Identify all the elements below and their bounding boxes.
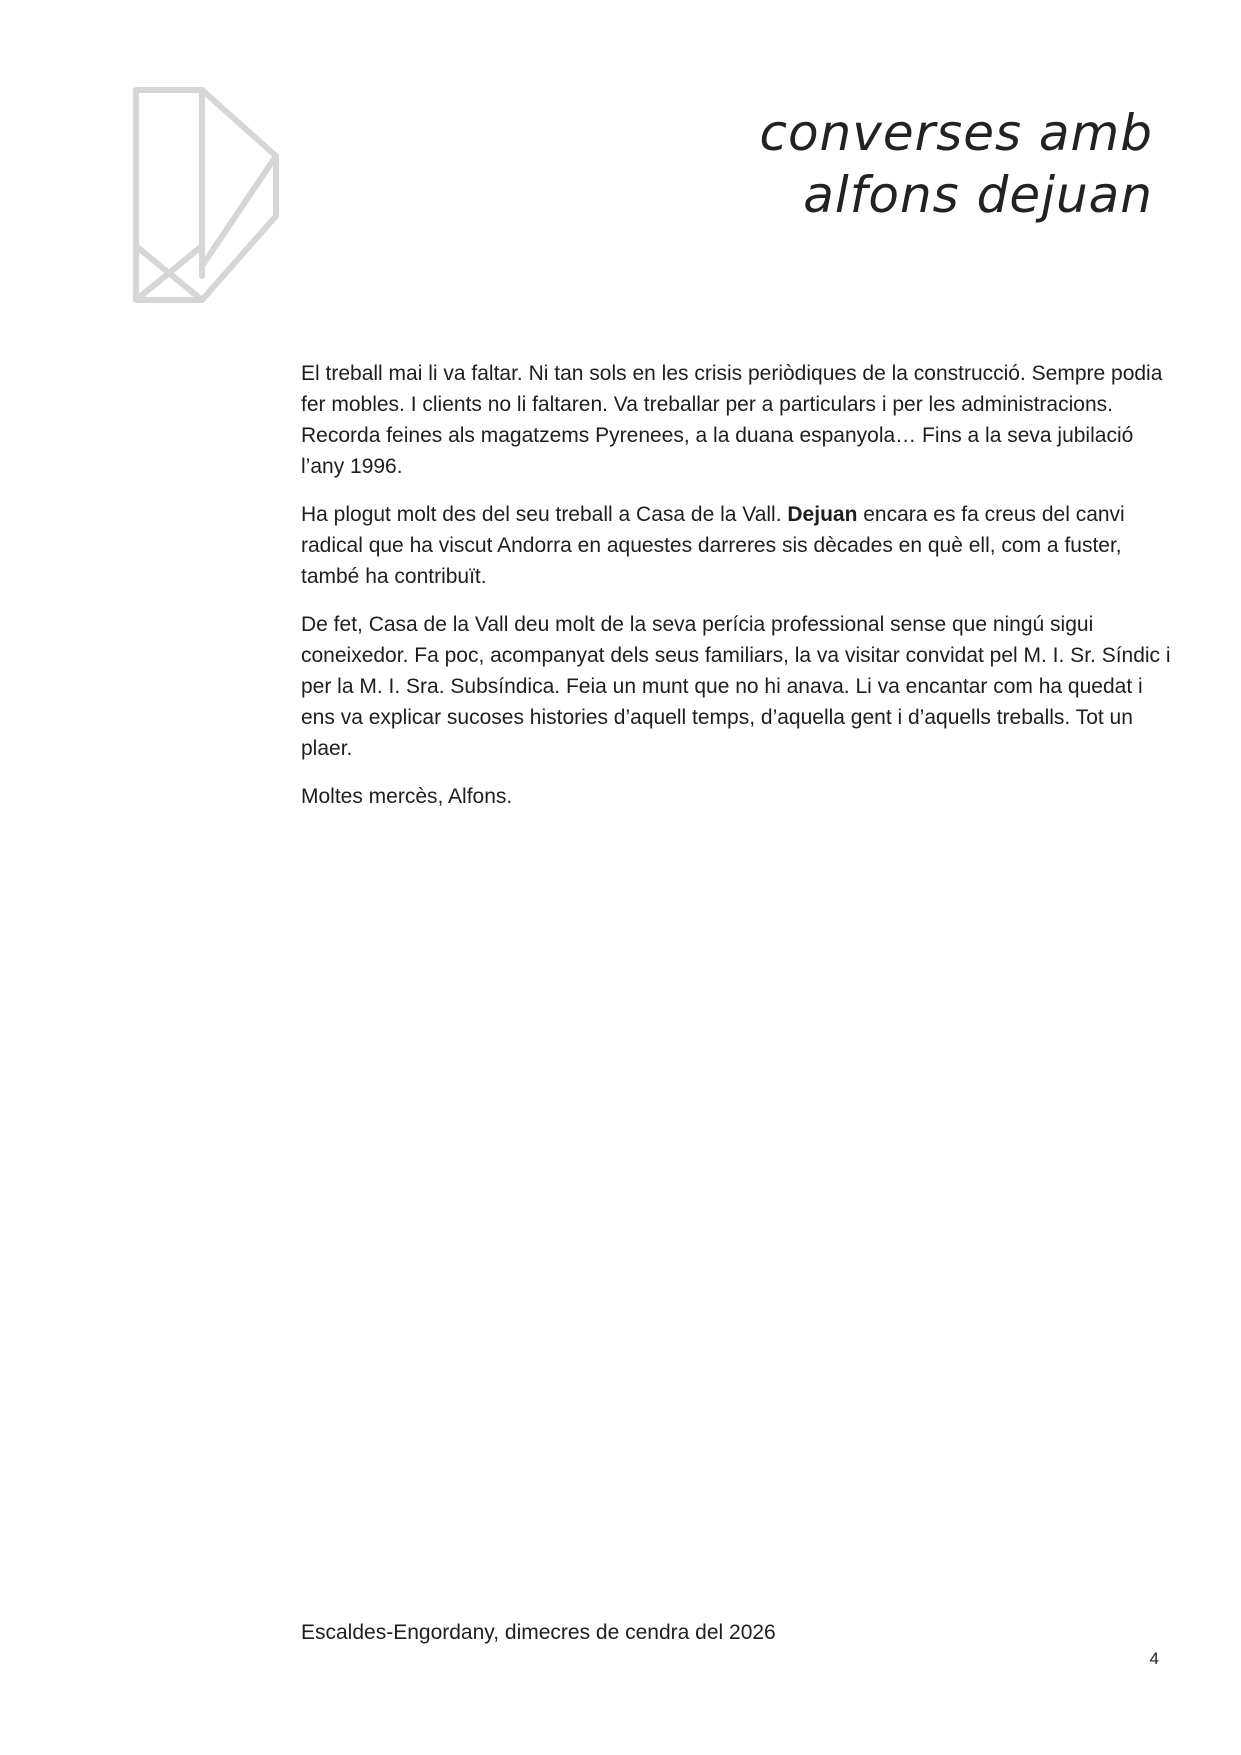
paragraph-1: El treball mai li va faltar. Ni tan sols en les crisis periòdiques de la construcció. Sempre podia fer mobles. I clients no li faltaren. Va treballar per a particulars i per les administracions. Recorda feines als magatzems Pyrenees, a la duana espanyola… Fins a la seva jubilació l’any 1996. (301, 362, 1163, 478)
name-highlight: Dejuan (787, 503, 858, 526)
page-title (759, 102, 1153, 226)
place-and-date: Escaldes-Engordany, dimecres de cendra del 2026 (301, 1621, 776, 1644)
geometric-d-logo-icon (130, 86, 282, 306)
paragraph-2 (301, 499, 1171, 592)
paragraph-4: Moltes mercès, Alfons. (301, 785, 513, 808)
page-number: 4 (1149, 1649, 1159, 1668)
title-line-1: converses amb (759, 104, 1153, 162)
paragraph-3: De fet, Casa de la Vall deu molt de la seva perícia professional sense que ningú sigui coneixedor. Fa poc, acompanyat dels seus familiars, la va visitar convidat pel M. I. Sr. Síndic i per la M. I. Sra. Subsíndica. Feia un munt que no hi anava. Li va encantar com ha quedat i ens va explicar sucoses histories d’aquell temps, d’aquella gent i d’aquells treballs. Tot un plaer. (301, 613, 1171, 760)
title-line-2: alfons dejuan (803, 166, 1153, 224)
paragraph-2-end: encara es fa creus del canvi radical que ha viscut Andorra en aquestes darreres sis dècades en què ell, com a fuster, també ha contribuït. (301, 503, 1125, 588)
paragraph-2-start: Ha plogut molt des del seu treball a Casa de la Vall. (301, 503, 788, 526)
article-body (301, 358, 1171, 829)
